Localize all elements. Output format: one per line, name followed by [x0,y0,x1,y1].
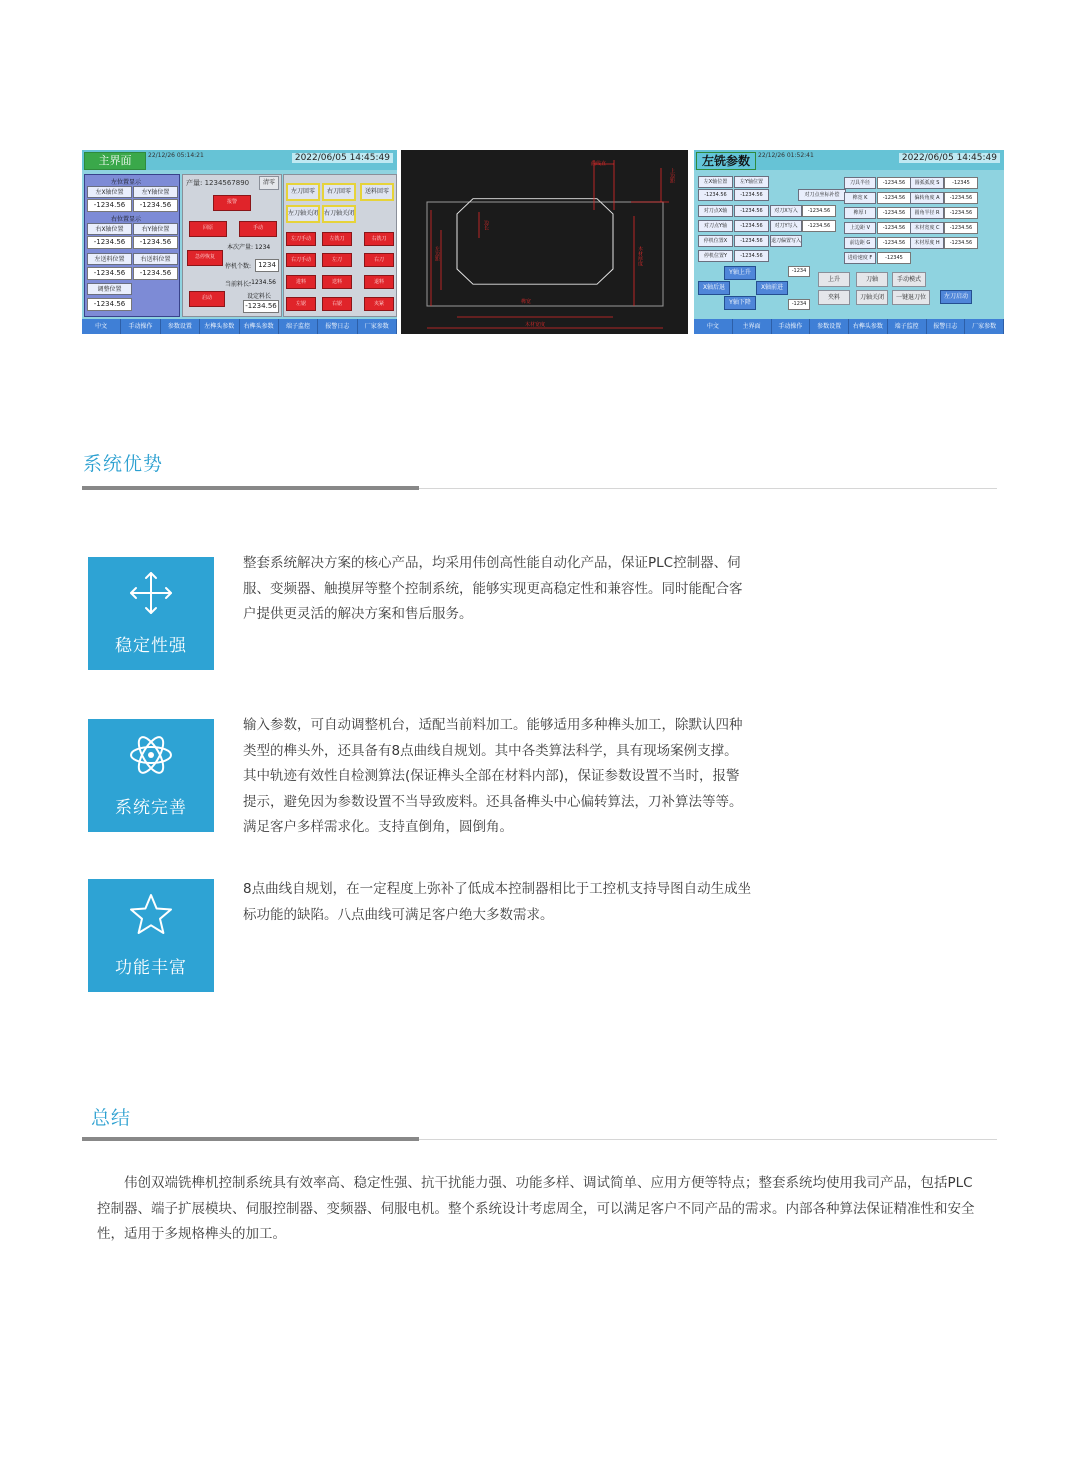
text-line: 输入参数，可自动调整机台，适配当前料加工。能够适用多种榫头加工，除默认四种 [243,717,743,733]
footer-tab[interactable]: 中文 [82,319,121,334]
right-feed-label: 右送料位置 [133,253,178,265]
clear-button[interactable]: 清零 [259,176,279,190]
current-length-label: 当前料长: [225,281,252,288]
param-label: 偏转角度 A [910,192,944,204]
feed-home-button[interactable]: 送料回零 [360,183,394,201]
param-value[interactable]: -1234.56 [877,237,911,249]
hmi-title: 主界面 [84,152,146,170]
text-line: 其中轨迹有效性自检测算法(保证榫头全部在材料内部)，保证参数设置不当时，报警 [243,768,740,784]
param-cell: 对刀点Y轴 [698,220,733,232]
feature-tile-functionality [88,879,214,992]
param-cell: 对刀点X轴 [698,205,733,217]
param-value[interactable]: -1234.56 [944,207,978,219]
right-knife-home-button[interactable]: 右刀回零 [322,183,356,201]
control-panel [283,174,397,317]
start-button[interactable]: 启动 [189,291,225,307]
this-output: 本次产量: 1234 [227,244,271,251]
x-back-button[interactable]: X轴后退 [698,281,730,295]
text-line: 满足客户多样需求化。支持直倒角，圆倒角。 [243,819,513,835]
red-button-6[interactable]: 右刀 [364,253,394,267]
drawing-label: 木材厚度 [637,246,643,266]
param-value: -1234 [788,299,810,310]
tenon-drawing-screenshot [401,150,688,334]
red-button-12[interactable]: 夹紧 [364,297,394,311]
red-button-10[interactable]: 左锯 [286,297,316,311]
text-line: 服、变频器、触摸屏等整个控制系统，能够实现更高稳定性和兼容性。同时能配合客 [243,580,743,597]
left-pos-header: 左位置显示 [111,179,142,186]
y-up-button[interactable]: Y轴上升 [724,266,756,280]
param-cell: 左Y轴位置 [734,176,769,188]
tenon-drawing [401,150,688,334]
text-line: 户提供更灵活的解决方案和售后服务。 [243,606,473,622]
adjust-label: 调整位置 [87,283,132,295]
red-button-2[interactable]: 左铣刀 [322,232,352,246]
hmi-info: 22/12/26 01:52:41 [758,152,814,159]
alarm-button[interactable]: 报警 [213,195,251,211]
section-title-advantages: 系统优势 [83,453,164,475]
param-value[interactable]: -12345 [944,177,978,189]
footer-tab[interactable]: 手动操作 [121,319,160,334]
footer-tab[interactable]: 右榫头参数 [849,319,888,334]
param-value[interactable]: -1234.56 [877,177,911,189]
param-cell[interactable]: 对刀Y写入 [770,220,802,232]
footer-tab[interactable]: 主界面 [733,319,772,334]
param-value[interactable]: -1234.56 [877,222,911,234]
section-divider-accent [82,1137,419,1141]
y-down-button[interactable]: Y轴下降 [724,296,756,310]
hmi-main-screenshot [82,150,397,334]
param-value: -1234 [788,266,810,277]
red-button-11[interactable]: 右锯 [322,297,352,311]
feature-description [243,713,788,841]
red-button-8[interactable]: 送料 [322,275,352,289]
param-cell: -1234.56 [734,189,769,201]
left-x-value: -1234.56 [87,199,132,212]
set-length-value[interactable]: -1234.56 [243,300,279,313]
param-label: 前边距 G [844,237,876,249]
text-line: 8点曲线自规划，在一定程度上弥补了低成本控制器相比于工控机支持导图自动生成坐 [243,881,752,897]
feature-description [243,877,788,928]
current-length-value: -1234.56 [249,279,276,286]
stop-count-label: 停机个数: [225,263,252,270]
feature-label: 稳定性强 [115,636,187,656]
text-line: 整套系统解决方案的核心产品，均采用伟创高性能自动化产品，保证PLC控制器、伺 [243,555,741,571]
param-label: 木材宽度 C [910,222,944,234]
manual-button[interactable]: 手动 [239,221,277,237]
right-x-value: -1234.56 [87,236,132,249]
drawing-label: 曲线直 [591,161,607,167]
param-label: 木材厚度 H [910,237,944,249]
move-arrows-icon [127,569,175,617]
feature-label: 系统完善 [115,798,187,818]
param-label: 上边距 V [844,222,876,234]
star-icon [127,891,175,939]
right-y-value: -1234.56 [133,236,178,249]
param-label: 进给速度 F [844,252,876,264]
hmi-params-screenshot [694,150,1004,334]
spindle-button[interactable]: 刀轴 [856,272,888,287]
left-knife-home-button[interactable]: 左刀回零 [286,183,320,201]
left-x-label: 左X轴位置 [87,186,132,198]
param-cell: -1234.56 [734,220,769,232]
text-line: 提示，避免因为参数设置不当导致废料。还具备榫头中心偏转算法，刀补算法等等。 [243,793,743,810]
footer-tab[interactable]: 左榫头参数 [200,319,239,334]
red-button-4[interactable]: 右刀手动 [286,253,316,267]
output-panel [182,174,282,317]
footer-tab[interactable]: 右榫头参数 [240,319,279,334]
left-feed-label: 左送料位置 [87,253,132,265]
footer-tab[interactable]: 手动操作 [772,319,811,334]
feature-description [243,551,788,628]
drawing-label: 榫宽 [521,299,532,305]
param-label: 刀具半径 [844,177,876,189]
atom-icon [127,731,175,779]
param-cell: 停机位置X [698,235,733,247]
stop-count-value[interactable]: 1234 [255,259,279,272]
estop-reset-button[interactable]: 急停恢复 [187,250,223,266]
param-cell: -1234.56 [734,250,769,262]
x-forward-button[interactable]: X轴前进 [756,281,788,295]
param-cell: -1234.56 [698,189,733,201]
red-button-1[interactable]: 左刀手动 [286,232,316,246]
retract-button[interactable]: 一键退刀位 [892,290,930,305]
red-button-7[interactable]: 进料 [286,275,316,289]
param-value[interactable]: -1234.56 [802,205,836,217]
drawing-label: 左边距 [434,246,440,261]
right-axis-off-button[interactable]: 右刀轴关闭 [322,205,356,223]
drawing-label: 边长 [483,220,489,230]
hmi-date: 2022/06/05 14:45:49 [292,153,393,163]
hmi-main-footer [82,319,397,334]
footer-tab[interactable]: 中文 [694,319,733,334]
param-cell: 对刀点坐标补偿 [798,189,846,201]
param-value[interactable]: -12345 [877,252,911,264]
param-label: 圆弧弧度 S [910,177,944,189]
param-cell[interactable]: 退刀偏置写入 [770,235,802,247]
param-value[interactable]: -1234.56 [944,237,978,249]
feature-tile-completeness [88,719,214,832]
drawing-label: 木材宽度 [525,322,546,328]
footer-tab[interactable]: 厂家参数 [358,319,397,334]
param-cell: -1234.56 [734,205,769,217]
home-button[interactable]: 回原 [189,221,227,237]
text-line: 标功能的缺陷。八点曲线可满足客户绝大多数需求。 [243,906,554,923]
manual-mode-button[interactable]: 手动模式 [892,272,926,287]
param-label: 榫宽 K [844,192,876,204]
hmi-date: 2022/06/05 14:45:49 [899,153,1000,163]
footer-tab[interactable]: 端子监控 [279,319,318,334]
left-knife-start-button[interactable]: 左刀启动 [940,290,972,304]
right-feed-value: -1234.56 [133,267,178,280]
red-button-3[interactable]: 右铣刀 [364,232,394,246]
param-label: 榫厚 I [844,207,876,219]
drawing-label: 上边距 [669,168,675,183]
param-cell[interactable]: 对刀X写入 [770,205,802,217]
section-title-summary: 总结 [91,1107,132,1129]
up-button[interactable]: 上升 [818,272,850,287]
footer-tab[interactable]: 报警日志 [927,319,966,334]
section-divider-accent [82,486,419,490]
summary-paragraph: 伟创双端铣榫机控制系统具有效率高、稳定性强、抗干扰能力强、功能多样、调试简单、应用方便等特点；整套系统均使用我司产品，包括PLC控制器、端子扩展模块、伺服控制器、变频器、伺服电机。整个系统设计考虑周全，可以满足客户不同产品的需求。内部各种算法保证精准性和安全性，适用于多规格榫头的加工。 [97,1175,975,1242]
footer-tab[interactable]: 端子监控 [888,319,927,334]
hmi-params-footer [694,319,1004,334]
footer-tab[interactable]: 报警日志 [318,319,357,334]
clamp-button[interactable]: 夹料 [818,290,850,305]
red-button-5[interactable]: 左刀 [322,253,352,267]
param-value[interactable]: -1234.56 [944,222,978,234]
right-y-label: 右Y轴位置 [133,223,178,235]
param-value[interactable]: -1234.56 [877,207,911,219]
feature-tile-stability [88,557,214,670]
red-button-9[interactable]: 退料 [364,275,394,289]
param-cell: -1234.56 [734,235,769,247]
param-cell: 停机位置Y [698,250,733,262]
right-x-label: 右X轴位置 [87,223,132,235]
param-cell: 左X轴位置 [698,176,733,188]
left-y-value: -1234.56 [133,199,178,212]
param-label: 圆角半径 R [910,207,944,219]
text-line: 类型的榫头外，还具备有8点曲线自规划。其中各类算法科学，具有现场案例支撑。 [243,742,738,759]
hmi-info: 22/12/26 05:14:21 [148,152,204,159]
footer-tab[interactable]: 参数设置 [810,319,849,334]
left-feed-value: -1234.56 [87,267,132,280]
footer-tab[interactable]: 参数设置 [161,319,200,334]
left-axis-off-button[interactable]: 左刀轴关闭 [286,205,320,223]
adjust-value: -1234.56 [87,298,132,311]
footer-tab[interactable]: 厂家参数 [965,319,1004,334]
param-value[interactable]: -1234.56 [877,192,911,204]
right-pos-header: 右位置显示 [111,216,142,223]
left-y-label: 左Y轴位置 [133,186,178,198]
param-value[interactable]: -1234.56 [944,192,978,204]
spindle-off-button[interactable]: 刀轴关闭 [856,290,888,305]
param-value[interactable]: -1234.56 [802,220,836,232]
feature-label: 功能丰富 [115,958,187,978]
position-panel [84,174,180,317]
hmi-title: 左铣参数 [696,152,756,170]
set-length-label: 设定料长 [247,293,272,300]
output-label: 产量: 1234567890 [186,179,250,187]
